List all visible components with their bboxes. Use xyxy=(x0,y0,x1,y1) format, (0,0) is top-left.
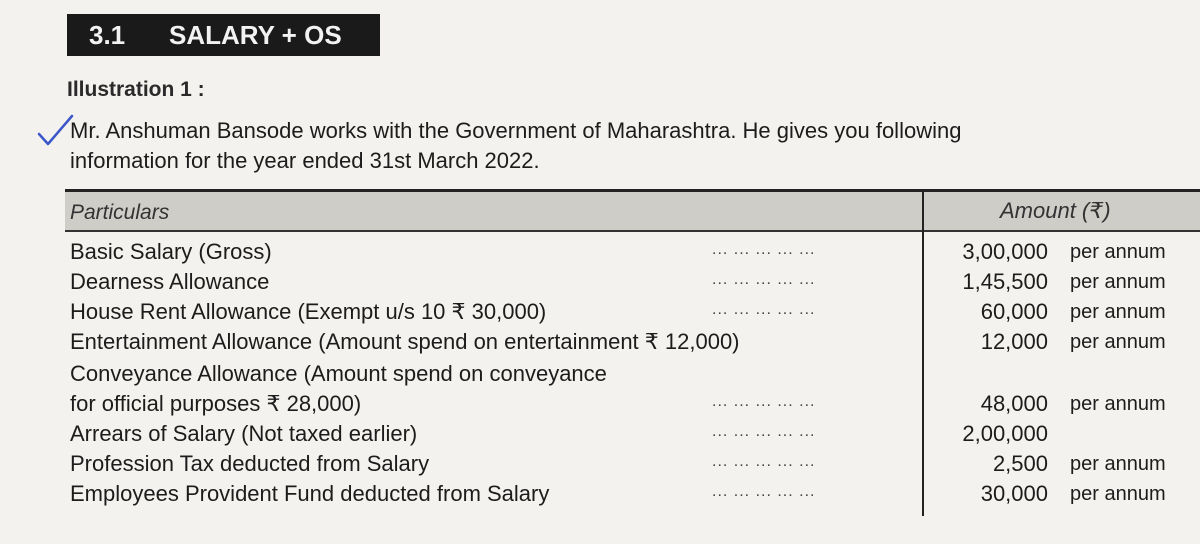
row-leader-dots: ... ... ... ... ... xyxy=(712,453,816,470)
intro-line-1: Mr. Anshuman Bansode works with the Government of Maharashtra. He gives you following xyxy=(70,118,962,143)
row-label: Profession Tax deducted from Salary xyxy=(70,451,430,476)
table-row xyxy=(0,421,1200,451)
row-leader-dots: ... ... ... ... ... xyxy=(712,423,816,440)
header-particulars: Particulars xyxy=(70,201,170,224)
row-unit: per annum xyxy=(1070,453,1166,475)
row-label: Arrears of Salary (Not taxed earlier) xyxy=(70,421,418,446)
table-row xyxy=(0,299,1200,329)
row-amount: 2,500 xyxy=(992,451,1048,476)
row-leader-dots: ... ... ... ... ... xyxy=(712,271,816,288)
row-label: Dearness Allowance xyxy=(70,269,270,294)
row-leader-dots: ... ... ... ... ... xyxy=(712,393,816,410)
table-row xyxy=(0,329,1200,359)
row-label: Basic Salary (Gross) xyxy=(70,239,272,264)
table-row xyxy=(0,451,1200,481)
row-amount: 30,000 xyxy=(980,481,1048,506)
row-label: Entertainment Allowance (Amount spend on entertainment ₹ 12,000) xyxy=(70,329,740,354)
table-row xyxy=(0,481,1200,511)
row-unit: per annum xyxy=(1070,241,1166,263)
row-label: Employees Provident Fund deducted from Salary xyxy=(70,481,550,506)
row-amount: 60,000 xyxy=(980,299,1048,324)
header-amount: Amount (₹) xyxy=(1000,198,1111,223)
row-amount: 12,000 xyxy=(980,329,1048,354)
table-row xyxy=(0,361,1200,391)
row-amount: 2,00,000 xyxy=(962,421,1048,446)
table-row xyxy=(0,269,1200,299)
row-amount: 3,00,000 xyxy=(962,239,1048,264)
intro-line-2: information for the year ended 31st March 2022. xyxy=(70,148,540,173)
intro-paragraph xyxy=(70,116,1195,176)
table-header-rule xyxy=(65,230,1200,232)
row-unit: per annum xyxy=(1070,331,1166,353)
row-unit: per annum xyxy=(1070,393,1166,415)
row-unit: per annum xyxy=(1070,483,1166,505)
illustration-heading: Illustration 1 : xyxy=(67,78,205,101)
table-row xyxy=(0,239,1200,269)
row-label: for official purposes ₹ 28,000) xyxy=(70,391,362,416)
section-number: 3.1 xyxy=(89,19,126,50)
row-leader-dots: ... ... ... ... ... xyxy=(712,301,816,318)
table-row xyxy=(0,391,1200,421)
section-header xyxy=(67,14,380,56)
row-amount: 1,45,500 xyxy=(962,269,1048,294)
row-label: House Rent Allowance (Exempt u/s 10 ₹ 30,000) xyxy=(70,299,547,324)
row-leader-dots: ... ... ... ... ... xyxy=(712,241,816,258)
row-amount: 48,000 xyxy=(980,391,1048,416)
section-title: SALARY + OS xyxy=(169,19,342,50)
row-unit: per annum xyxy=(1070,271,1166,293)
row-leader-dots: ... ... ... ... ... xyxy=(712,483,816,500)
row-label: Conveyance Allowance (Amount spend on conveyance xyxy=(70,361,607,386)
row-unit: per annum xyxy=(1070,301,1166,323)
